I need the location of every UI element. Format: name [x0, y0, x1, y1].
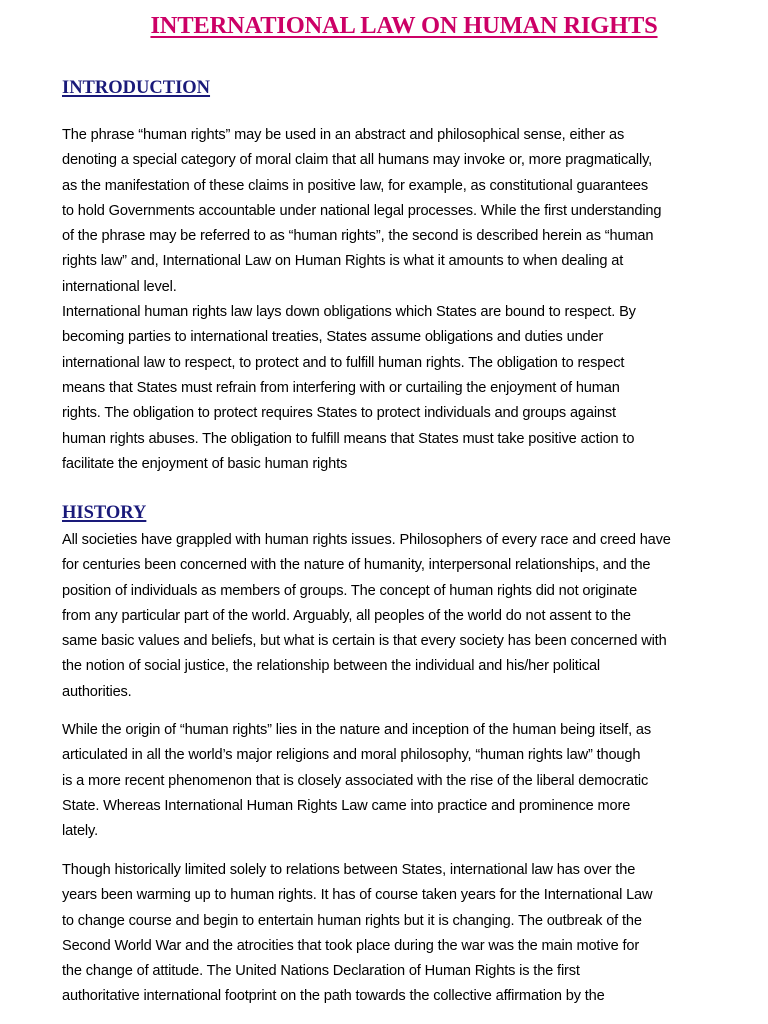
text-line: years been warming up to human rights. It has of course taken years for the International Law	[62, 887, 653, 904]
text-line: international level.	[62, 278, 177, 295]
text-line: Though historically limited solely to relations between States, international law has over the	[62, 862, 636, 878]
text-line: for centuries been concerned with the nature of humanity, interpersonal relationships, and the	[62, 557, 651, 574]
section-heading-history: HISTORY	[62, 503, 147, 523]
text-line: rights. The obligation to protect requires States to protect individuals and groups against	[62, 405, 616, 422]
paragraph-introduction-1	[62, 123, 768, 477]
text-line: to change course and begin to entertain human rights but it is changing. The outbreak of the	[62, 912, 642, 929]
text-line: Second World War and the atrocities that took place during the war was the main motive for	[62, 937, 640, 954]
text-line: from any particular part of the world. Arguably, all peoples of the world do not assent to the	[62, 607, 631, 624]
text-line: The phrase “human rights” may be used in an abstract and philosophical sense, either as	[62, 127, 625, 143]
text-line: authorities.	[62, 683, 132, 700]
text-line: becoming parties to international treaties, States assume obligations and duties under	[62, 329, 604, 346]
text-line: State. Whereas International Human Rights Law came into practice and prominence more	[62, 797, 631, 814]
text-line: rights law” and, International Law on Human Rights is what it amounts to when dealing at	[62, 253, 624, 270]
text-line: position of individuals as members of groups. The concept of human rights did not originate	[62, 582, 638, 599]
paragraph-history-1	[62, 528, 768, 705]
text-line: the change of attitude. The United Nations Declaration of Human Rights is the first	[62, 963, 580, 980]
text-line: International human rights law lays down obligations which States are bound to respect. By	[62, 304, 636, 321]
text-line: authoritative international footprint on the path towards the collective affirmation by the	[62, 988, 605, 1005]
text-line: While the origin of “human rights” lies in the nature and inception of the human being itself, as	[62, 722, 652, 738]
document-title: INTERNATIONAL LAW ON HUMAN RIGHTS	[150, 12, 658, 39]
text-line: All societies have grappled with human rights issues. Philosophers of every race and creed have	[62, 532, 671, 548]
text-line: facilitate the enjoyment of basic human rights	[62, 455, 348, 472]
text-line: as the manifestation of these claims in positive law, for example, as constitutional guarantees	[62, 177, 649, 194]
text-line: the notion of social justice, the relationship between the individual and his/her political	[62, 658, 601, 675]
text-line: lately.	[62, 823, 98, 840]
section-heading-introduction: INTRODUCTION	[62, 78, 211, 98]
paragraph-history-2	[62, 718, 768, 844]
text-line: to hold Governments accountable under national legal processes. While the first understanding	[62, 202, 662, 219]
text-line: means that States must refrain from interfering with or curtailing the enjoyment of human	[62, 379, 620, 396]
text-line: international law to respect, to protect and to fulfill human rights. The obligation to respect	[62, 354, 625, 371]
text-line: of the phrase may be referred to as “human rights”, the second is described herein as “human	[62, 228, 654, 245]
paragraph-history-3	[62, 858, 768, 1010]
text-line: is a more recent phenomenon that is closely associated with the rise of the liberal democratic	[62, 772, 649, 789]
text-line: denoting a special category of moral claim that all humans may invoke or, more pragmatically,	[62, 152, 653, 169]
text-line: human rights abuses. The obligation to fulfill means that States must take positive action to	[62, 430, 635, 447]
text-line: same basic values and beliefs, but what is certain is that every society has been concerned with	[62, 633, 667, 650]
text-line: articulated in all the world’s major religions and moral philosophy, “human rights law” though	[62, 747, 641, 764]
